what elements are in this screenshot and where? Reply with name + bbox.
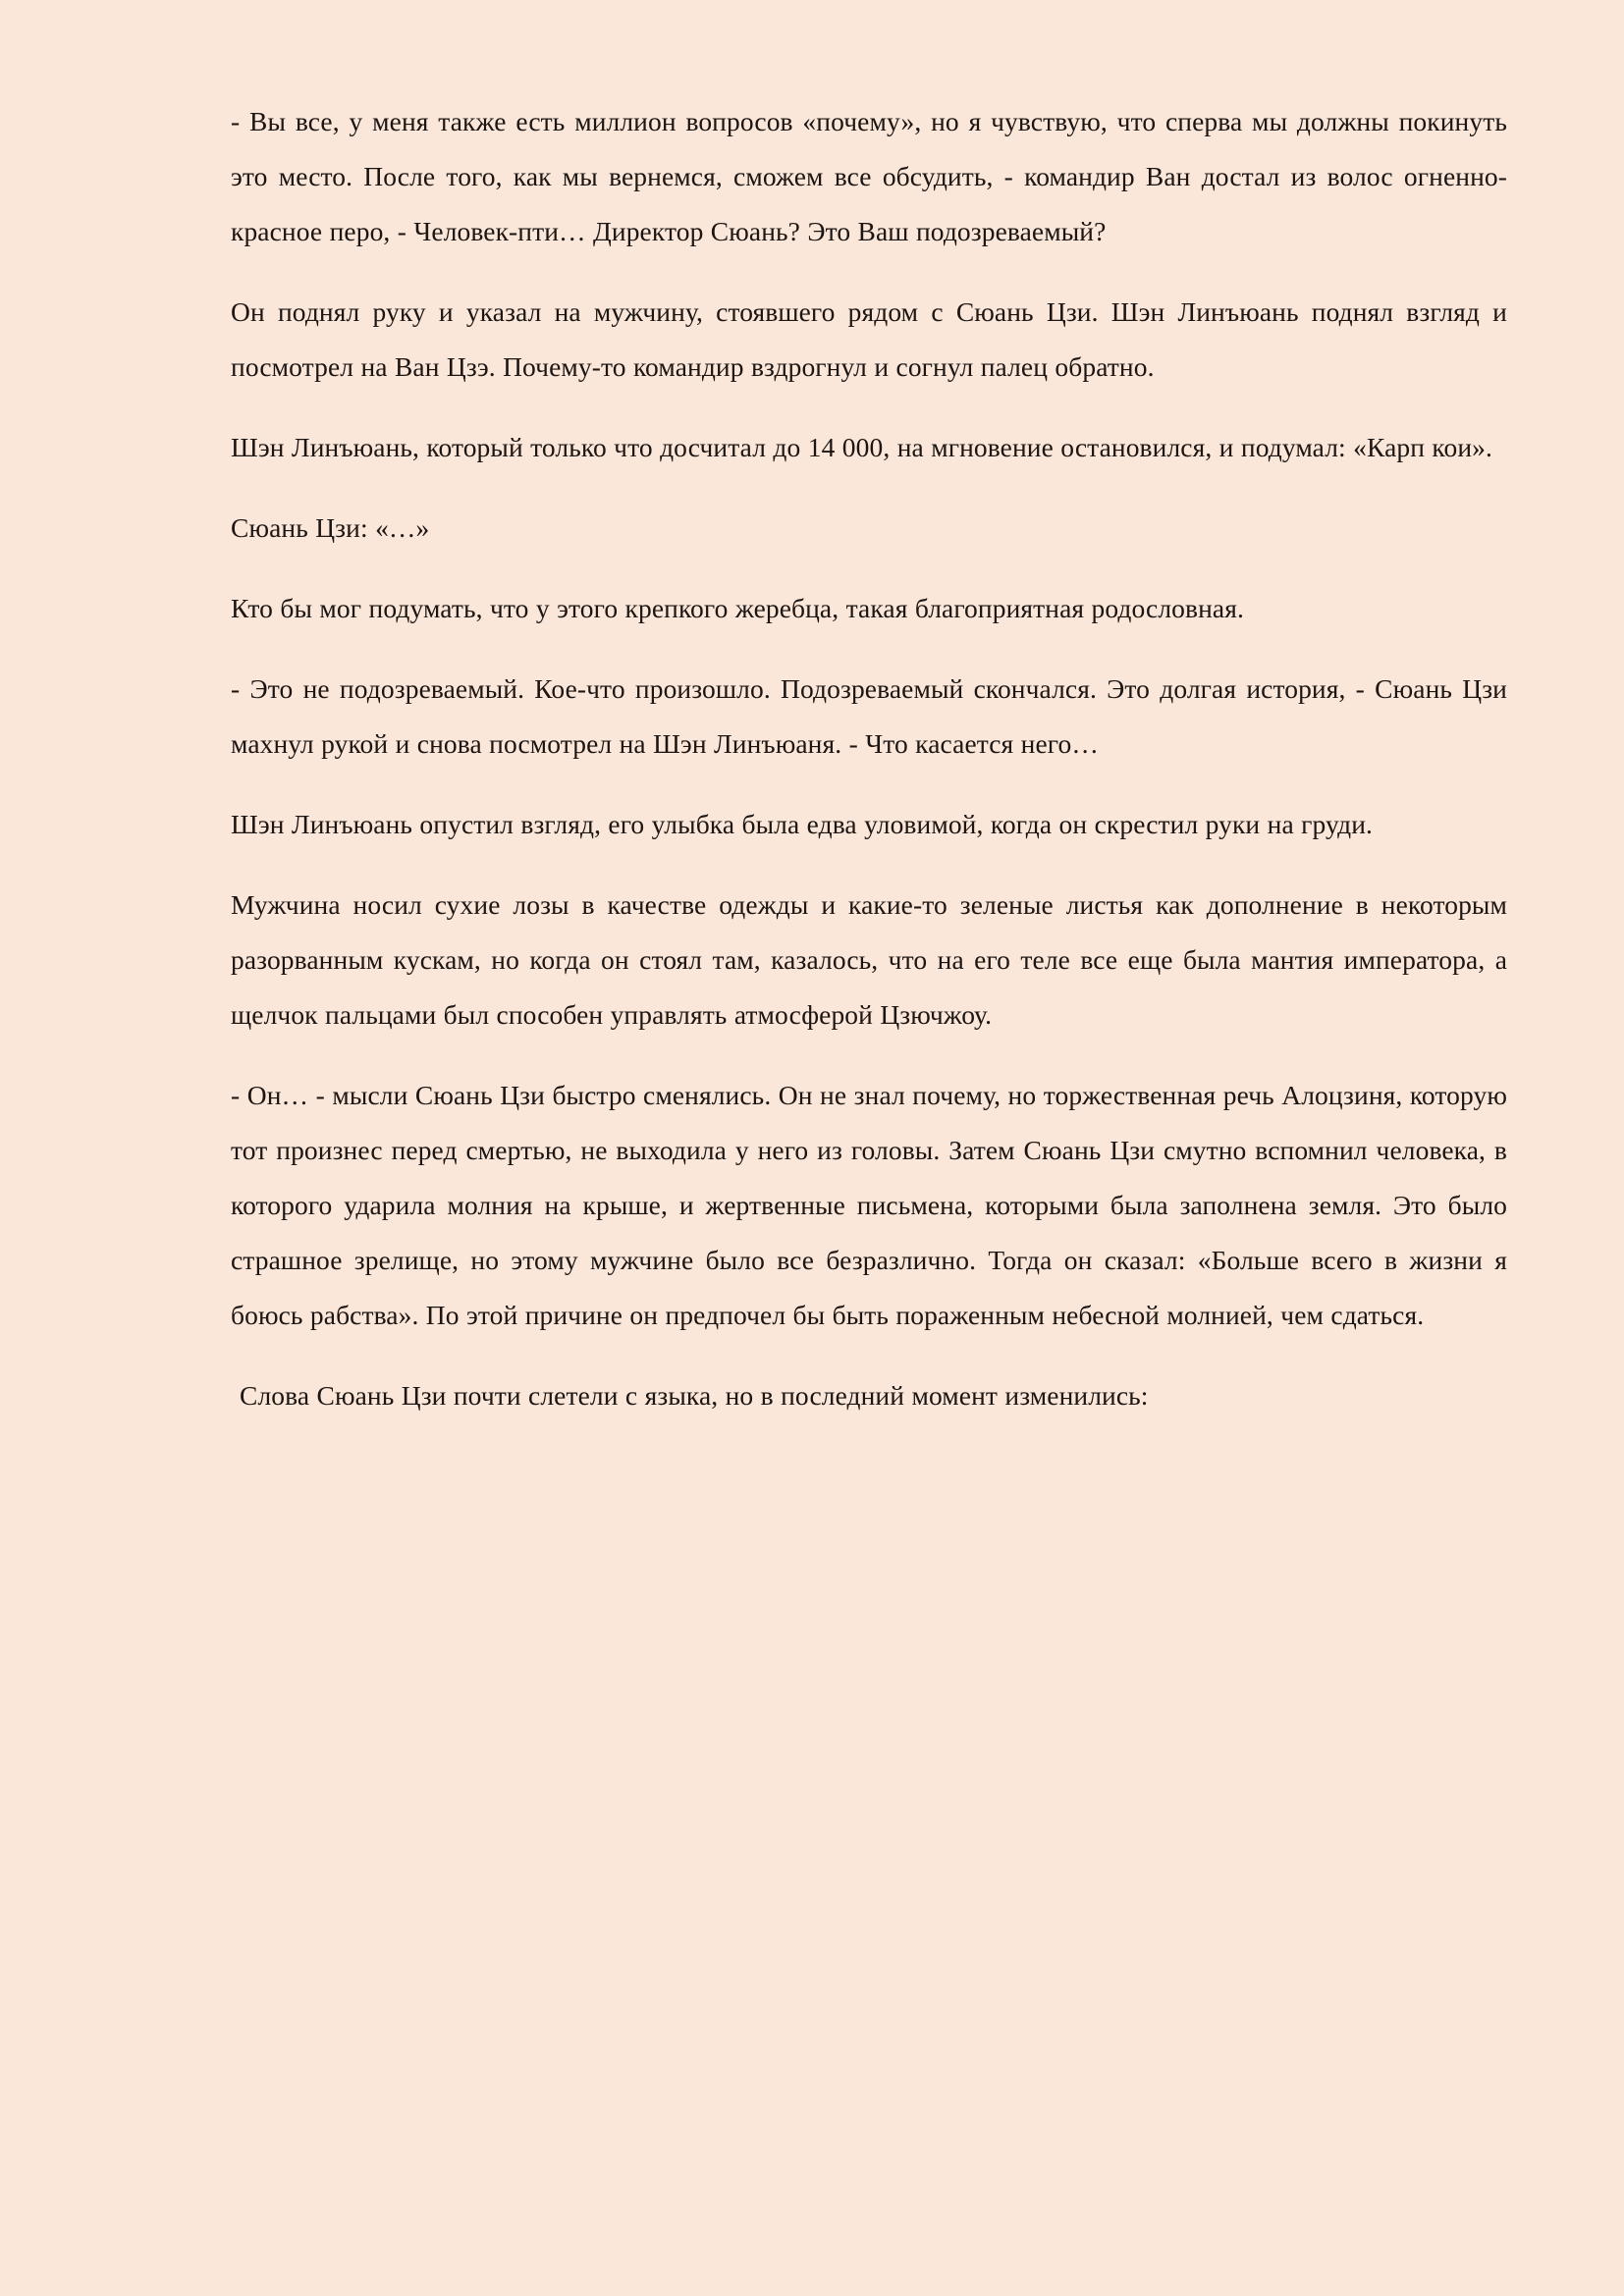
paragraph-5: Кто бы мог подумать, что у этого крепкого жеребца, такая благоприятная родословная. <box>231 593 1244 623</box>
paragraph-2: Он поднял руку и указал на мужчину, стоявшего рядом с Сюань Цзи. Шэн Линъюань поднял взгляд и посмотрел на Ван Цзэ. Почему-то командир вздрогнул и согнул палец обратно. <box>231 296 1507 382</box>
paragraph-3: Шэн Линъюань, который только что досчитал до 14 000, на мгновение остановился, и подумал: «Карп кои». <box>231 432 1492 462</box>
paragraph-1: - Вы все, у меня также есть миллион вопросов «почему», но я чувствую, что сперва мы должны покинуть это место. После того, как мы вернемся, сможем все обсудить, - командир Ван достал из волос огненно-красное перо, - Человек-пти… Директор Сюань? Это Ваш подозреваемый? <box>231 106 1507 246</box>
paragraph-6: - Это не подозреваемый. Кое-что произошло. Подозреваемый скончался. Это долгая история, - Сюань Цзи махнул рукой и снова посмотрел на Шэн Линъюаня. - Что касается него… <box>231 673 1507 759</box>
paragraph-7: Шэн Линъюань опустил взгляд, его улыбка была едва уловимой, когда он скрестил руки на груди. <box>231 809 1373 839</box>
paragraph-4: Сюань Цзи: «…» <box>231 512 430 543</box>
text-column <box>231 94 1507 1423</box>
paragraph-8: Мужчина носил сухие лозы в качестве одежды и какие-то зеленые листья как дополнение в некоторым разорванным кускам, но когда он стоял там, казалось, что на его теле все еще была мантия императора, а щелчок пальцами был способен управлять атмосферой Цзючжоу. <box>231 889 1507 1030</box>
paragraph-10: Слова Сюань Цзи почти слетели с языка, но в последний момент изменились: <box>240 1380 1149 1411</box>
paragraph-9: - Он… - мысли Сюань Цзи быстро сменялись. Он не знал почему, но торжественная речь Алоцзиня, которую тот произнес перед смертью, не выходила у него из головы. Затем Сюань Цзи смутно вспомнил человека, в которого ударила молния на крыше, и жертвенные письмена, которыми была заполнена земля. Это было страшное зрелище, но этому мужчине было все безразлично. Тогда он сказал: «Больше всего в жизни я боюсь рабства». По этой причине он предпочел бы быть пораженным небесной молнией, чем сдаться. <box>231 1080 1507 1330</box>
